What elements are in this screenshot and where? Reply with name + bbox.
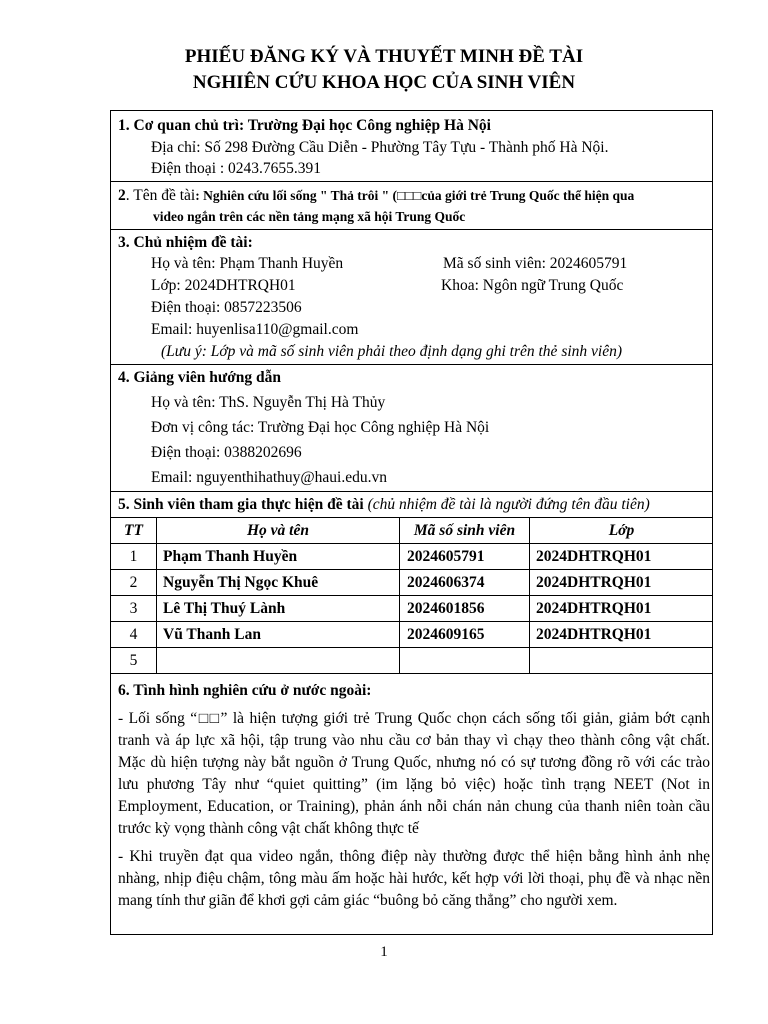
- section5-heading: 5. Sinh viên tham gia thực hiện đề tài (chủ nhiệm đề tài là người đứng tên đầu tiên): [118, 496, 650, 513]
- table-cell-student-id: 2024601856: [407, 600, 485, 617]
- section1-address: Địa chỉ: Số 298 Đường Cầu Diễn - Phường Tây Tựu - Thành phố Hà Nội.: [151, 139, 609, 156]
- section3-heading: 3. Chủ nhiệm đề tài:: [118, 234, 253, 251]
- leader-student-id: Mã số sinh viên: 2024605791: [443, 255, 628, 272]
- table-divider: [111, 569, 712, 570]
- table-cell-class: 2024DHTRQH01: [536, 626, 652, 643]
- page-number: 1: [380, 944, 388, 960]
- table-divider: [111, 621, 712, 622]
- section3-note: (Lưu ý: Lớp và mã số sinh viên phải theo định dạng ghi trên thẻ sinh viên): [161, 343, 623, 360]
- divider: [111, 491, 712, 492]
- advisor-email: Email: nguyenthihathuy@haui.edu.vn: [151, 469, 387, 486]
- table-cell-name: Nguyễn Thị Ngọc Khuê: [163, 574, 319, 591]
- section4-heading: 4. Giảng viên hướng dẫn: [118, 369, 282, 386]
- document-title-line2: NGHIÊN CỨU KHOA HỌC CỦA SINH VIÊN: [192, 72, 576, 93]
- table-cell-name: Lê Thị Thuý Lành: [163, 600, 286, 617]
- table-cell-student-id: 2024605791: [407, 548, 485, 565]
- table-cell-tt: 2: [129, 574, 138, 591]
- divider: [111, 181, 712, 182]
- table-cell-class: 2024DHTRQH01: [536, 574, 652, 591]
- table-divider: [111, 543, 712, 544]
- table-cell-tt: 1: [129, 548, 138, 565]
- leader-class: Lớp: 2024DHTRQH01: [151, 277, 296, 294]
- table-divider: [111, 647, 712, 648]
- section6-paragraph-1: - Lối sống “□□” là hiện tượng giới trẻ Trung Quốc chọn cách sống tối giản, giảm bớt cạnh tranh và áp lực xã hội, tập trung vào nhu cầu cơ bản thay vì chạy theo thành công vật chất. Mặc dù hiện tượng này bắt nguồn ở Trung Quốc, nhưng nó có sự tương đồng rõ với các trào lưu phương Tây như “quiet quitting” (im lặng bỏ việc) hoặc tình trạng NEET (Not in Employment, Education, or Training), phản ánh nỗi chán nản chung của thanh niên toàn cầu trước kỳ vọng thành công vật chất không thực tế: [118, 710, 710, 837]
- section1-phone: Điện thoại : 0243.7655.391: [151, 160, 322, 177]
- table-cell-class: 2024DHTRQH01: [536, 600, 652, 617]
- document-title-line1: PHIẾU ĐĂNG KÝ VÀ THUYẾT MINH ĐỀ TÀI: [184, 46, 584, 67]
- header-class: Lớp: [608, 522, 635, 539]
- section6-paragraph-2: - Khi truyền đạt qua video ngắn, thông điệp này thường được thể hiện bằng hình ảnh nhẹ nhàng, nhịp điệu chậm, tông màu ấm hoặc hài hước, kết hợp với lời thoại, phụ đề và nhạc nền mang tính thư giãn để khơi gợi cảm giác “buông bỏ căng thẳng” cho người xem.: [118, 848, 710, 909]
- header-tt: TT: [124, 522, 143, 539]
- divider: [111, 229, 712, 230]
- leader-name: Họ và tên: Phạm Thanh Huyền: [151, 255, 344, 272]
- table-cell-tt: 3: [129, 600, 138, 617]
- leader-email: Email: huyenlisa110@gmail.com: [151, 321, 359, 338]
- registration-form: [110, 110, 713, 935]
- advisor-workplace: Đơn vị công tác: Trường Đại học Công nghiệp Hà Nội: [151, 419, 490, 436]
- table-divider: [111, 673, 712, 674]
- table-cell-student-id: 2024606374: [407, 574, 485, 591]
- table-divider: [111, 595, 712, 596]
- leader-phone: Điện thoại: 0857223506: [151, 299, 302, 316]
- advisor-name: Họ và tên: ThS. Nguyễn Thị Hà Thủy: [151, 394, 386, 411]
- divider: [111, 517, 712, 518]
- section2-title-line1: 2. Tên đề tài: Nghiên cứu lối sống " Thả trôi " (□□□của giới trẻ Trung Quốc thể hiện qua: [118, 187, 635, 204]
- divider: [111, 364, 712, 365]
- advisor-phone: Điện thoại: 0388202696: [151, 444, 302, 461]
- header-student-id: Mã số sinh viên: [413, 522, 516, 539]
- table-cell-tt: 5: [129, 652, 138, 669]
- section1-heading: 1. Cơ quan chủ trì: Trường Đại học Công nghiệp Hà Nội: [118, 117, 491, 134]
- section6-heading: 6. Tình hình nghiên cứu ở nước ngoài:: [118, 682, 372, 699]
- table-cell-class: 2024DHTRQH01: [536, 548, 652, 565]
- table-cell-tt: 4: [129, 626, 138, 643]
- leader-faculty: Khoa: Ngôn ngữ Trung Quốc: [441, 277, 624, 294]
- table-cell-name: Vũ Thanh Lan: [163, 626, 261, 643]
- header-name: Họ và tên: [247, 522, 309, 539]
- table-cell-name: Phạm Thanh Huyền: [163, 548, 298, 565]
- section2-title-line2: video ngắn trên các nền tảng mạng xã hội Trung Quốc: [153, 209, 466, 224]
- table-cell-student-id: 2024609165: [407, 626, 485, 643]
